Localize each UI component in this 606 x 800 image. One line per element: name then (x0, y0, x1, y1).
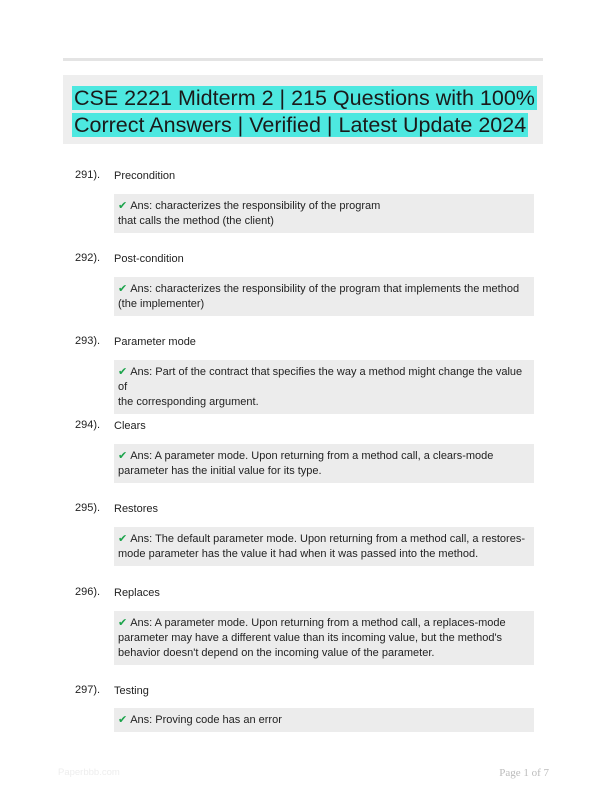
answer-line: ✔ Ans: characterizes the responsibility of the program that implements the method (118, 282, 520, 295)
answer-box (114, 444, 534, 483)
check-icon: ✔ (118, 282, 128, 295)
question-number: 294). (75, 419, 101, 431)
answer-line: ✔ Ans: A parameter mode. Upon returning from a method call, a clears-mode (118, 449, 494, 462)
question-text: Post-condition (114, 253, 184, 265)
question-number: 295). (75, 502, 101, 514)
answer-line: ✔ Ans: Part of the contract that specifies the way a method might change the value of (118, 365, 523, 393)
answer-line: behavior doesn't depend on the incoming value of the parameter. (118, 647, 435, 659)
answer-line: (the implementer) (118, 298, 205, 310)
top-divider (63, 58, 543, 61)
answer-line: ✔ Ans: The default parameter mode. Upon returning from a method call, a restores- (118, 532, 525, 545)
answer-line: parameter has the initial value for its type. (118, 465, 322, 477)
answer-box (114, 277, 534, 316)
question-number: 297). (75, 684, 101, 696)
question-text: Testing (114, 685, 149, 697)
answer-box (114, 527, 534, 566)
check-icon: ✔ (118, 449, 128, 462)
question-number: 296). (75, 586, 101, 598)
answer-box (114, 360, 534, 414)
question-text: Restores (114, 503, 159, 515)
answer-line: ✔ Ans: A parameter mode. Upon returning from a method call, a replaces-mode (118, 616, 506, 629)
question-text: Clears (114, 420, 146, 432)
answer-line: parameter may have a different value than its incoming value, but the method's (118, 632, 503, 644)
question-number: 291). (75, 169, 101, 181)
document-title: CSE 2221 Midterm 2 | 215 Questions with 100% Correct Answers | Verified | Latest Update 2024 (74, 86, 535, 137)
footer-watermark: Paperbbb.com (58, 767, 120, 778)
answer-line: ✔ Ans: characterizes the responsibility of the program (118, 199, 381, 212)
question-text: Precondition (114, 170, 176, 182)
check-icon: ✔ (118, 199, 128, 212)
answer-line: ✔ Ans: Proving code has an error (118, 713, 282, 726)
page-number: Page 1 of 7 (499, 767, 549, 779)
check-icon: ✔ (118, 713, 128, 726)
answer-line: the corresponding argument. (118, 396, 259, 408)
check-icon: ✔ (118, 365, 128, 378)
question-text: Parameter mode (114, 336, 196, 348)
check-icon: ✔ (118, 532, 128, 545)
answer-line: that calls the method (the client) (118, 215, 274, 227)
answer-box (114, 611, 534, 665)
check-icon: ✔ (118, 616, 128, 629)
answer-box (114, 708, 534, 732)
answer-line: mode parameter has the value it had when it was passed into the method. (118, 548, 479, 560)
question-text: Replaces (114, 587, 160, 599)
question-number: 293). (75, 335, 101, 347)
answer-box (114, 194, 534, 233)
question-number: 292). (75, 252, 101, 264)
